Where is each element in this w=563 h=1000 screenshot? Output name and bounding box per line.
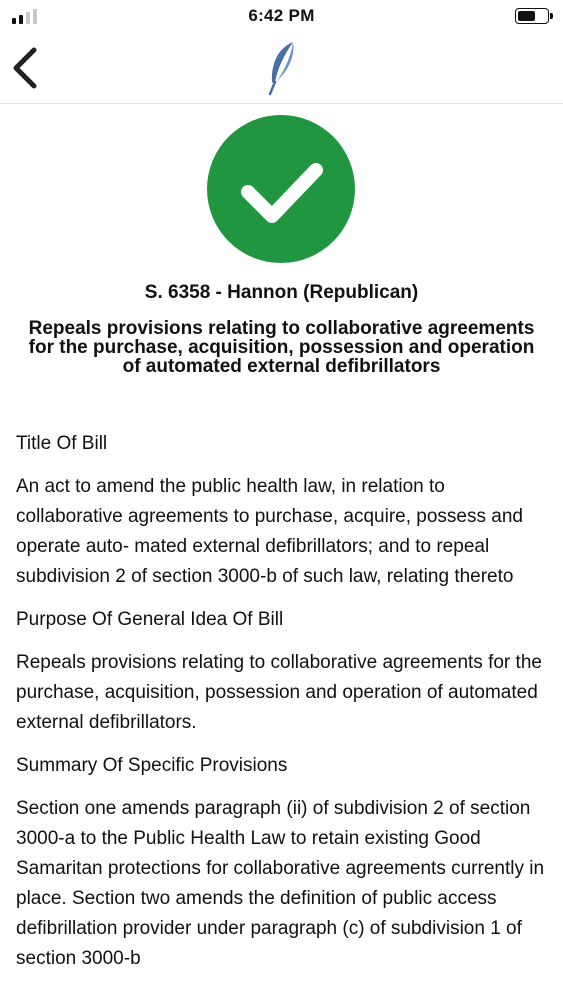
section-heading-title: Title Of Bill bbox=[16, 433, 108, 454]
section-body-title: An act to amend the public health law, in relation to collaborative agreements to purchase, acquire, possess and operate auto- mated external defibrillators; and to repeal subdivision 2 of section 3000-b of such law, relating thereto bbox=[16, 476, 523, 587]
check-circle-icon bbox=[206, 114, 356, 264]
bill-id: S. 6358 - Hannon (Republican) bbox=[144, 282, 419, 303]
section-body-purpose: Repeals provisions relating to collaborative agreements for the purchase, acquisition, possession and operation of automated external defibrillators. bbox=[16, 652, 542, 733]
bill-details bbox=[16, 430, 547, 988]
battery-icon bbox=[515, 8, 549, 24]
section-heading-summary: Summary Of Specific Provisions bbox=[16, 755, 288, 776]
status-bar bbox=[0, 0, 563, 32]
nav-bar bbox=[0, 32, 563, 104]
bill-headline: Repeals provisions relating to collaborative agreements for the purchase, acquisition, possession and operation of automated external defibrillators bbox=[28, 318, 535, 377]
chevron-left-icon bbox=[8, 40, 48, 96]
section-body-summary: Section one amends paragraph (ii) of subdivision 2 of section 3000-a to the Public Health Law to retain existing Good Samaritan protections for collaborative agreements currently in place. Section two amends the definition of public access defibrillation provider under paragraph (c) of subdivision 1 of section 3000-b bbox=[16, 798, 545, 969]
feather-quill-icon bbox=[263, 38, 303, 98]
back-button[interactable] bbox=[8, 40, 48, 96]
section-heading-purpose: Purpose Of General Idea Of Bill bbox=[16, 609, 284, 630]
status-time: 6:42 PM bbox=[248, 6, 315, 25]
